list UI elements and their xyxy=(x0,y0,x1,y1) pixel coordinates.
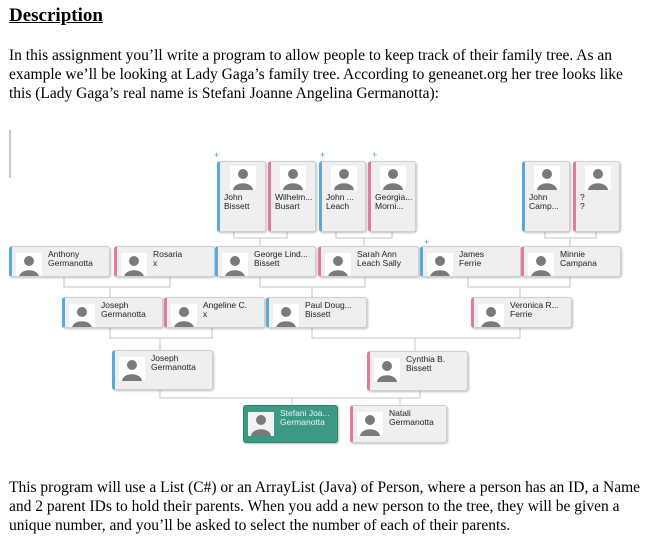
person-avatar-icon xyxy=(280,166,306,190)
person-avatar-icon xyxy=(357,412,383,436)
person-card[interactable] xyxy=(471,297,572,328)
tree-scrollbar xyxy=(9,130,11,178)
person-card[interactable] xyxy=(243,405,338,443)
person-name: Minnie Campana xyxy=(560,249,597,268)
add-parent-icon[interactable]: + xyxy=(320,150,326,160)
person-card[interactable] xyxy=(217,161,266,232)
person-avatar-icon xyxy=(585,166,611,190)
person-name: Stefani Joa... Germanotta xyxy=(280,408,330,427)
person-card[interactable] xyxy=(164,297,265,328)
person-card[interactable] xyxy=(9,246,110,277)
person-name: Cynthia B. Bissett xyxy=(406,354,446,373)
person-card[interactable] xyxy=(521,246,621,277)
person-card[interactable] xyxy=(350,405,447,443)
person-card[interactable] xyxy=(368,161,416,232)
person-name: Sarah Ann Leach Sally xyxy=(357,249,401,268)
person-name: Natali Germanotta xyxy=(389,408,434,427)
person-name: Joseph Germanotta xyxy=(101,300,146,319)
person-name: John Bissett xyxy=(224,192,250,211)
outro-paragraph: This program will use a List (C#) or an ArrayList (Java) of Person, where a person has an ID, a Name and 2 parent IDs to hold their parents. When you add a new person to the tree, they will be given a unique number, and you’ll be asked to select the number of each of their parents. xyxy=(9,479,641,534)
person-name: John Camp... xyxy=(529,192,559,211)
person-name: John ... Leach xyxy=(326,192,354,211)
person-avatar-icon xyxy=(374,358,400,382)
person-avatar-icon xyxy=(528,253,554,277)
person-name: Joseph Germanotta xyxy=(151,353,196,372)
person-card[interactable] xyxy=(268,161,316,232)
person-avatar-icon xyxy=(427,253,453,277)
person-card[interactable] xyxy=(573,161,620,232)
person-card[interactable] xyxy=(112,350,213,390)
person-name: Paul Doug... Bissett xyxy=(305,300,352,319)
person-avatar-icon xyxy=(230,166,256,190)
person-card[interactable] xyxy=(62,297,163,328)
add-parent-icon[interactable]: + xyxy=(214,150,220,160)
person-avatar-icon xyxy=(273,304,299,328)
person-avatar-icon xyxy=(325,253,351,277)
person-name: James Ferrie xyxy=(459,249,485,268)
intro-paragraph: In this assignment you’ll write a program to allow people to keep track of their family tree. As an example we’ll be looking at Lady Gaga’s family tree. According to geneanet.org her tree looks like this (Lady Gaga’s real name is Stefani Joanne Angelina Germanotta): xyxy=(9,47,623,102)
person-name: Georgia... Morni... xyxy=(375,192,413,211)
person-avatar-icon xyxy=(222,253,248,277)
person-card[interactable] xyxy=(318,246,419,277)
person-card[interactable] xyxy=(266,297,367,328)
person-name: ? ? xyxy=(580,192,585,211)
person-avatar-icon xyxy=(380,166,406,190)
person-card[interactable] xyxy=(215,246,316,277)
section-heading: Description xyxy=(9,5,103,26)
add-parent-icon[interactable]: + xyxy=(424,237,430,247)
person-avatar-icon xyxy=(534,166,560,190)
person-avatar-icon xyxy=(171,304,197,328)
person-card[interactable] xyxy=(114,246,215,277)
person-card[interactable] xyxy=(522,161,570,232)
person-name: Angeline C. x xyxy=(203,300,247,319)
person-name: Anthony Germanotta xyxy=(48,249,93,268)
person-avatar-icon xyxy=(331,166,357,190)
person-card[interactable] xyxy=(420,246,521,277)
person-avatar-icon xyxy=(119,357,145,381)
person-card[interactable] xyxy=(319,161,366,232)
add-parent-icon[interactable]: + xyxy=(372,150,378,160)
person-avatar-icon xyxy=(69,304,95,328)
person-name: Veronica R... Ferrie xyxy=(510,300,559,319)
person-avatar-icon xyxy=(121,253,147,277)
person-name: Rosaria x xyxy=(153,249,183,268)
person-avatar-icon xyxy=(478,304,504,328)
person-name: Wilhelm... Busart xyxy=(275,192,313,211)
person-avatar-icon xyxy=(248,412,274,436)
person-card[interactable] xyxy=(367,351,468,391)
person-avatar-icon xyxy=(16,253,42,277)
person-name: George Lind... Bissett xyxy=(254,249,308,268)
